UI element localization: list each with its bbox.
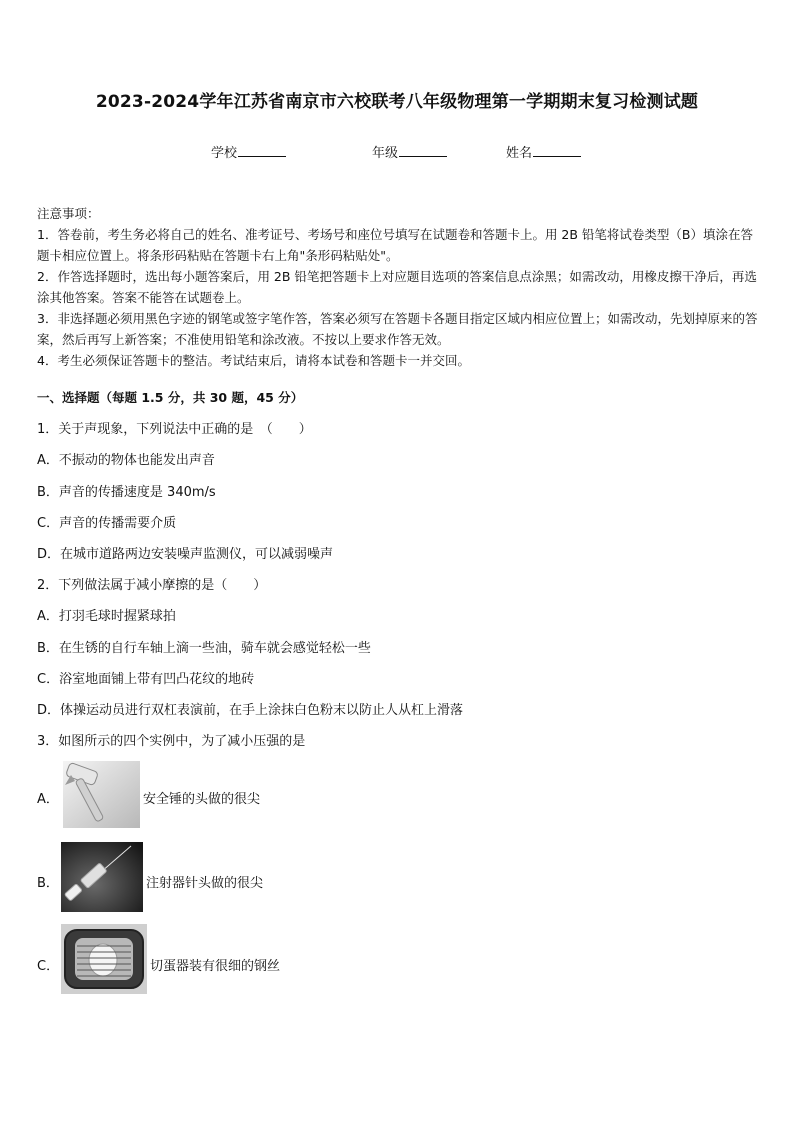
note-item: 4．考生必须保证答题卡的整洁。考试结束后，请将本试卷和答题卡一并交回。: [37, 353, 470, 368]
page-title: 2023-2024学年江苏省南京市六校联考八年级物理第一学期期末复习检测试题: [95, 92, 699, 112]
q1-option-b: B．声音的传播速度是 340m/s: [37, 485, 216, 500]
q2-option-a: A．打羽毛球时握紧球拍: [37, 609, 176, 624]
notes-block: [37, 203, 759, 371]
q2-stem: 2．下列做法属于减小摩擦的是（ ）: [37, 578, 267, 593]
grade-field: [372, 142, 447, 161]
q2-option-b: B．在生锈的自行车轴上滴一些油，骑车就会感觉轻松一些: [37, 641, 371, 656]
q3-option-b-text: 注射器针头做的很尖: [146, 876, 264, 891]
school-label: 学校: [211, 146, 238, 161]
q3-option-c-label: C．: [37, 959, 60, 974]
name-label: 姓名: [506, 146, 533, 161]
q1-stem: 1．关于声现象，下列说法中正确的是 （ ）: [37, 422, 312, 437]
q3-option-b-label: B．: [37, 876, 59, 891]
grade-blank: [399, 144, 447, 157]
q1-option-a: A．不振动的物体也能发出声音: [37, 453, 215, 468]
safety-hammer-image: [63, 761, 140, 828]
q1-option-d: D．在城市道路两边安装噪声监测仪，可以减弱噪声: [37, 547, 334, 562]
q3-option-a-text: 安全锤的头做的很尖: [143, 792, 261, 807]
note-item: 2．作答选择题时，选出每小题答案后，用 2B 铅笔把答题卡上对应题目选项的答案信息点涂黑；如需改动，用橡皮擦干净后，再选涂其他答案。答案不能答在试题卷上。: [37, 269, 757, 305]
q3-stem: 3．如图所示的四个实例中，为了减小压强的是: [37, 734, 306, 749]
name-field: [506, 142, 581, 161]
section-title: 一、选择题（每题 1.5 分，共 30 题，45 分）: [37, 390, 304, 405]
school-blank: [238, 144, 286, 157]
q2-option-c: C．浴室地面铺上带有凹凸花纹的地砖: [37, 672, 255, 687]
egg-slicer-image: [61, 924, 147, 994]
school-field: [211, 142, 286, 161]
q3-option-c-text: 切蛋器装有很细的钢丝: [150, 959, 281, 974]
q2-option-d: D．体操运动员进行双杠表演前，在手上涂抹白色粉末以防止人从杠上滑落: [37, 703, 464, 718]
note-item: 3．非选择题必须用黑色字迹的钢笔或签字笔作答，答案必须写在答题卡各题目指定区域内相应位置上；如需改动，先划掉原来的答案，然后再写上新答案；不准使用铅笔和涂改液。不按以上要求作答无效。: [37, 311, 758, 347]
q1-option-c: C．声音的传播需要介质: [37, 516, 177, 531]
syringe-image: [61, 842, 143, 912]
name-blank: [533, 144, 581, 157]
note-item: 1．答卷前，考生务必将自己的姓名、准考证号、考场号和座位号填写在试题卷和答题卡上。用 2B 铅笔将试卷类型（B）填涂在答题卡相应位置上。将条形码粘贴在答题卡右上角"条形码粘贴处"。: [37, 227, 754, 263]
grade-label: 年级: [372, 146, 399, 161]
notes-heading: 注意事项：: [37, 206, 100, 221]
q3-option-a-label: A．: [37, 792, 59, 807]
